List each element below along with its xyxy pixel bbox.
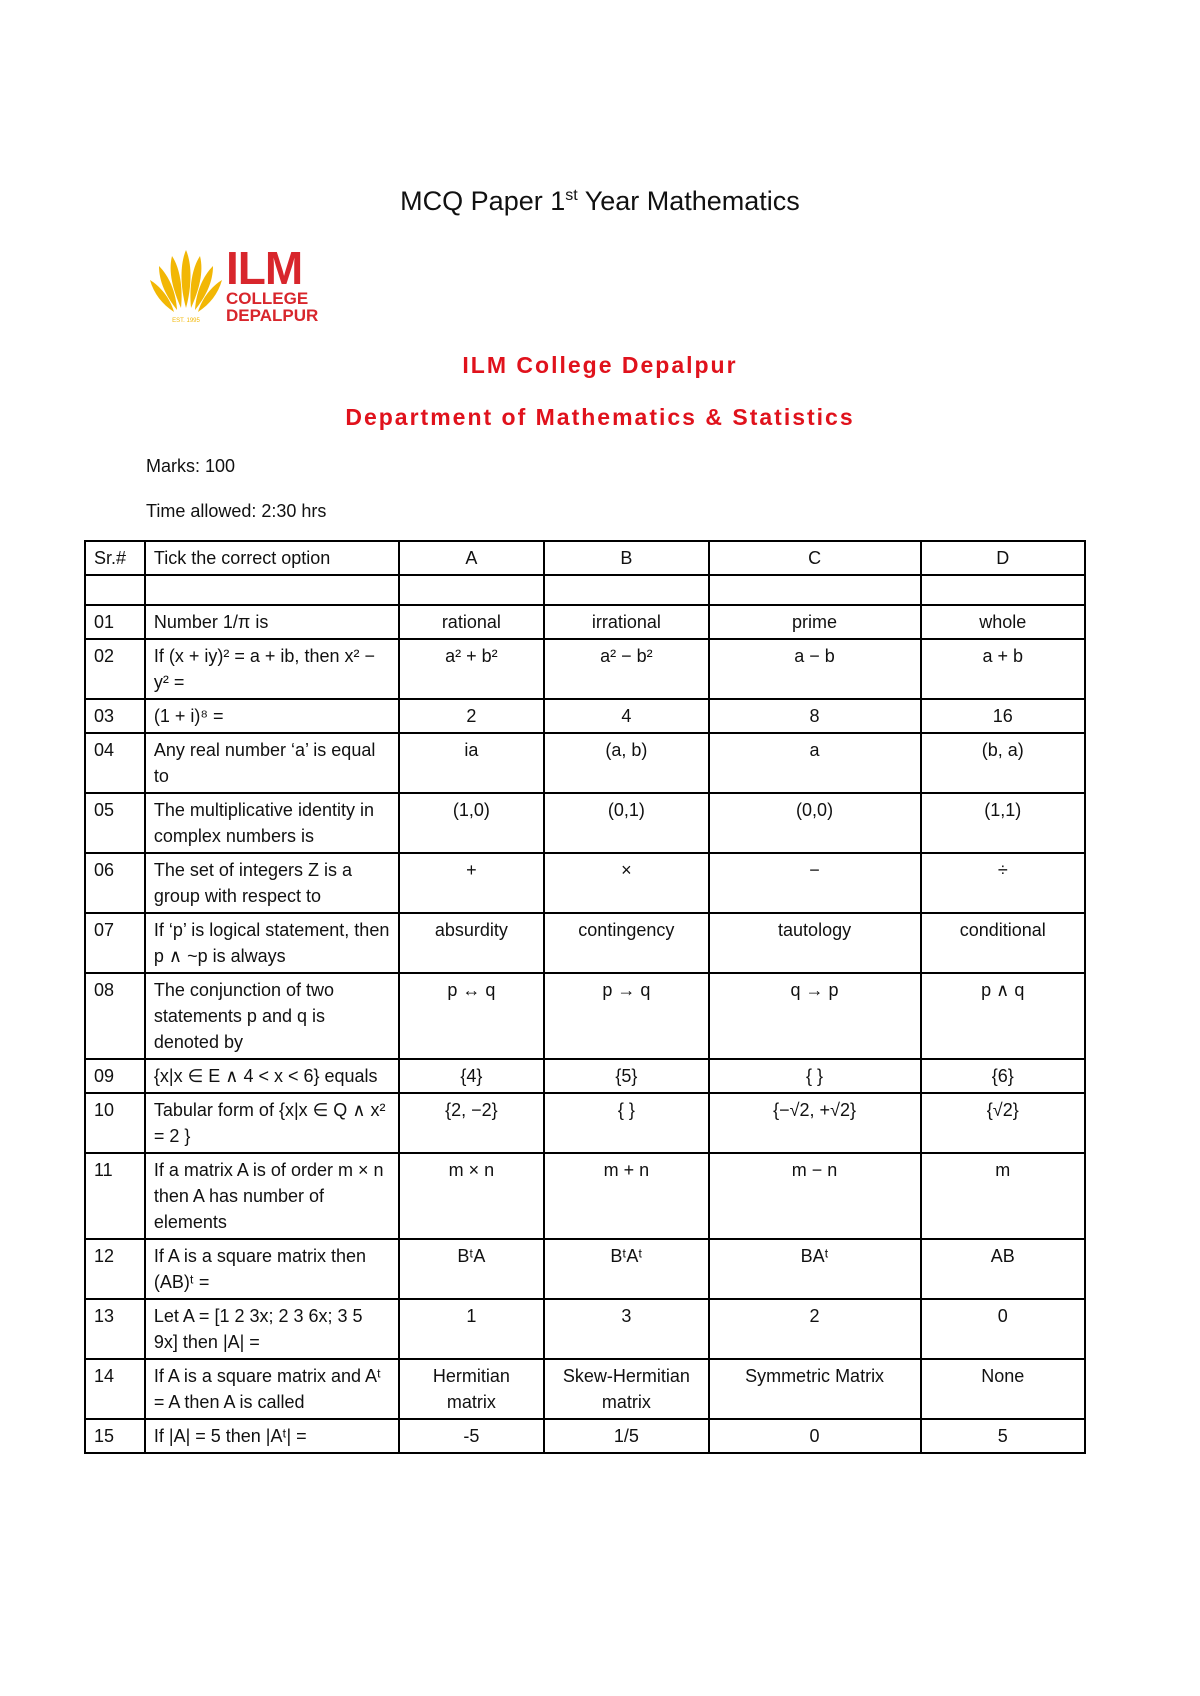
serial-number: 03 [85,699,145,733]
option-b[interactable]: 3 [544,1299,709,1359]
table-row [85,853,1085,913]
table-row [85,1419,1085,1453]
table-row [85,733,1085,793]
option-c[interactable]: a [709,733,921,793]
option-d[interactable]: 0 [921,1299,1085,1359]
option-a[interactable]: {4} [399,1059,545,1093]
serial-number: 01 [85,605,145,639]
table-header-row [85,541,1085,575]
table-row [85,1359,1085,1419]
question-text: The set of integers Z is a group with respect to [145,853,399,913]
question-text: Tabular form of {x|x ∈ Q ∧ x² = 2 } [145,1093,399,1153]
option-b[interactable]: × [544,853,709,913]
option-d[interactable]: 16 [921,699,1085,733]
table-row [85,1093,1085,1153]
question-text: The multiplicative identity in complex numbers is [145,793,399,853]
option-d[interactable]: m [921,1153,1085,1239]
option-b[interactable]: 1/5 [544,1419,709,1453]
header-d: D [921,541,1085,575]
option-a[interactable]: p ↔ q [399,973,545,1059]
option-a[interactable]: + [399,853,545,913]
college-logo [148,242,324,326]
question-text: If a matrix A is of order m × n then A has number of elements [145,1153,399,1239]
option-c[interactable]: { } [709,1059,921,1093]
serial-number: 11 [85,1153,145,1239]
table-row [85,973,1085,1059]
time-allowed: Time allowed: 2:30 hrs [146,501,327,521]
question-text: If A is a square matrix then (AB)ᵗ = [145,1239,399,1299]
option-b[interactable]: m + n [544,1153,709,1239]
mcq-table [84,540,1086,1454]
option-d[interactable]: ÷ [921,853,1085,913]
serial-number: 10 [85,1093,145,1153]
option-c[interactable]: tautology [709,913,921,973]
option-d[interactable]: AB [921,1239,1085,1299]
option-c[interactable]: prime [709,605,921,639]
option-a[interactable]: {2, −2} [399,1093,545,1153]
option-c[interactable]: 2 [709,1299,921,1359]
option-c[interactable]: BAᵗ [709,1239,921,1299]
option-d[interactable]: None [921,1359,1085,1419]
option-a[interactable]: (1,0) [399,793,545,853]
option-d[interactable]: a + b [921,639,1085,699]
option-a[interactable]: rational [399,605,545,639]
option-d[interactable]: whole [921,605,1085,639]
option-b[interactable]: irrational [544,605,709,639]
serial-number: 15 [85,1419,145,1453]
question-text: Let A = [1 2 3x; 2 3 6x; 3 5 9x] then |A| = [145,1299,399,1359]
option-b[interactable]: (a, b) [544,733,709,793]
serial-number: 06 [85,853,145,913]
option-d[interactable]: (b, a) [921,733,1085,793]
option-c[interactable]: (0,0) [709,793,921,853]
question-text: If A is a square matrix and Aᵗ = A then A is called [145,1359,399,1419]
question-text: Any real number ‘a’ is equal to [145,733,399,793]
table-row [85,1299,1085,1359]
serial-number: 08 [85,973,145,1059]
option-b[interactable]: {5} [544,1059,709,1093]
question-text: (1 + i)⁸ = [145,699,399,733]
option-d[interactable]: p ∧ q [921,973,1085,1059]
page-title: MCQ Paper 1st Year Mathematics [400,186,800,216]
question-text: Number 1/π is [145,605,399,639]
question-text: If (x + iy)² = a + ib, then x² − y² = [145,639,399,699]
question-text: If ‘p’ is logical statement, then p ∧ ~p is always [145,913,399,973]
option-a[interactable]: ia [399,733,545,793]
option-a[interactable]: 1 [399,1299,545,1359]
option-a[interactable]: Hermitian matrix [399,1359,545,1419]
table-row [85,793,1085,853]
table-row [85,639,1085,699]
logo-college: COLLEGE [226,289,309,308]
marks: Marks: 100 [146,456,236,476]
logo-est: EST. 1995 [172,318,200,324]
option-c[interactable]: 0 [709,1419,921,1453]
option-d[interactable]: {6} [921,1059,1085,1093]
table-row [85,913,1085,973]
header-b: B [544,541,709,575]
question-text: If |A| = 5 then |Aᵗ| = [145,1419,399,1453]
option-c[interactable]: a − b [709,639,921,699]
department-name: Department of Mathematics & Statistics [345,404,855,430]
header-sr: Sr.# [85,541,145,575]
table-row [85,1153,1085,1239]
option-b[interactable]: 4 [544,699,709,733]
option-c[interactable]: {−√2, +√2} [709,1093,921,1153]
table-row [85,605,1085,639]
serial-number: 13 [85,1299,145,1359]
option-c[interactable]: 8 [709,699,921,733]
header-c: C [709,541,921,575]
option-b[interactable]: p → q [544,973,709,1059]
option-c[interactable]: − [709,853,921,913]
option-c[interactable]: m − n [709,1153,921,1239]
option-a[interactable]: -5 [399,1419,545,1453]
table-row [85,1239,1085,1299]
option-b[interactable]: a² − b² [544,639,709,699]
option-b[interactable]: { } [544,1093,709,1153]
option-a[interactable]: absurdity [399,913,545,973]
serial-number: 04 [85,733,145,793]
header-a: A [399,541,545,575]
header-question: Tick the correct option [145,541,399,575]
option-b[interactable]: contingency [544,913,709,973]
logo-depalpur: DEPALPUR [226,306,319,325]
option-d[interactable]: {√2} [921,1093,1085,1153]
serial-number: 09 [85,1059,145,1093]
option-b[interactable]: BᵗAᵗ [544,1239,709,1299]
table-row [85,1059,1085,1093]
option-b[interactable]: Skew-Hermitian matrix [544,1359,709,1419]
logo-ilm: ILM [226,242,303,294]
college-name: ILM College Depalpur [462,352,738,378]
serial-number: 14 [85,1359,145,1419]
serial-number: 05 [85,793,145,853]
wheat-emblem-icon [148,246,224,326]
question-text: The conjunction of two statements p and q is denoted by [145,973,399,1059]
serial-number: 07 [85,913,145,973]
option-d[interactable]: 5 [921,1419,1085,1453]
blank-row [85,575,1085,605]
question-text: {x|x ∈ E ∧ 4 < x < 6} equals [145,1059,399,1093]
serial-number: 12 [85,1239,145,1299]
option-c[interactable]: Symmetric Matrix [709,1359,921,1419]
option-a[interactable]: BᵗA [399,1239,545,1299]
option-b[interactable]: (0,1) [544,793,709,853]
option-a[interactable]: 2 [399,699,545,733]
option-d[interactable]: (1,1) [921,793,1085,853]
option-a[interactable]: a² + b² [399,639,545,699]
serial-number: 02 [85,639,145,699]
option-c[interactable]: q → p [709,973,921,1059]
option-a[interactable]: m × n [399,1153,545,1239]
table-row [85,699,1085,733]
option-d[interactable]: conditional [921,913,1085,973]
